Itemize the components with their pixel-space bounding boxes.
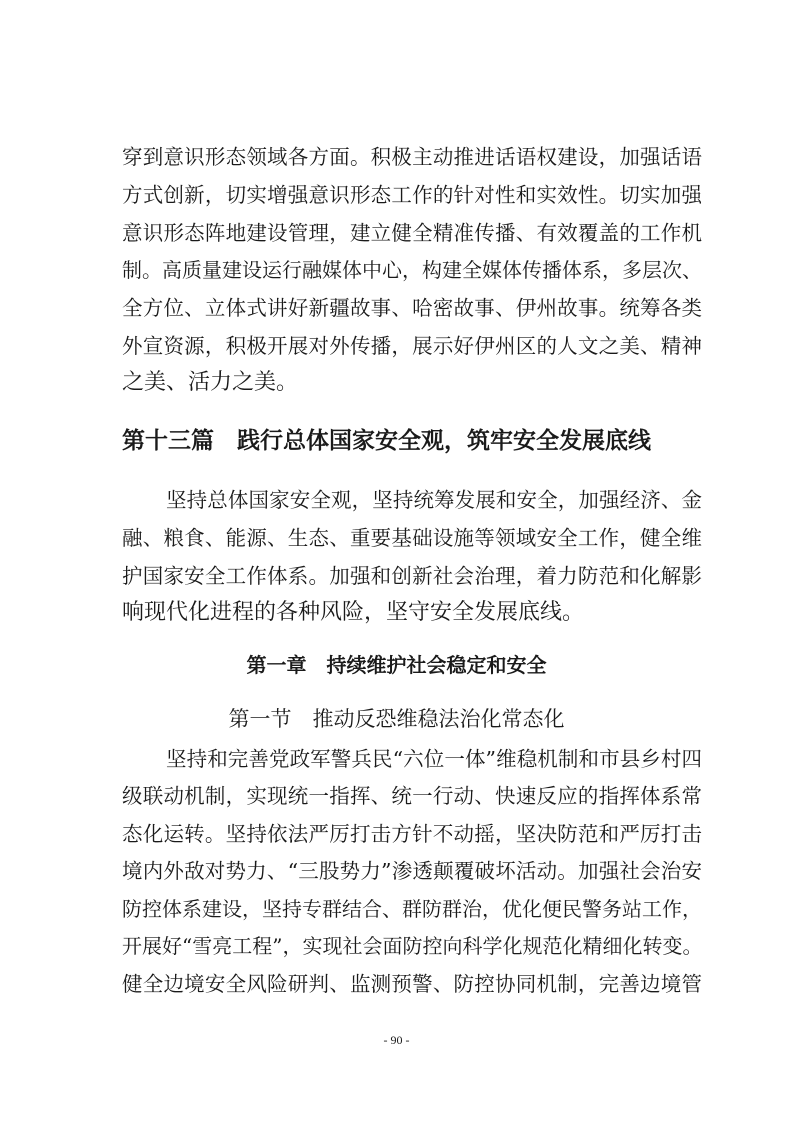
paragraph-line: 开展好“雪亮工程”，实现社会面防控向科学化规范化精细化转变。: [122, 934, 702, 958]
paragraph-line: 穿到意识形态领域各方面。积极主动推进话语权建设，加强话语: [122, 145, 702, 169]
paragraph-line: 全方位、立体式讲好新疆故事、哈密故事、伊州故事。统筹各类: [122, 296, 702, 320]
page-number: - 90 -: [383, 1033, 410, 1047]
paragraph-line: 外宣资源，积极开展对外传播，展示好伊州区的人文之美、精神: [122, 334, 702, 358]
paragraph-line: 之美、活力之美。: [122, 370, 299, 395]
paragraph-line: 坚持和完善党政军警兵民“六位一体”维稳机制和市县乡村四: [166, 747, 702, 771]
paragraph-line: 坚持总体国家安全观，坚持统筹发展和安全，加强经济、金: [166, 488, 702, 512]
part-heading: 第十三篇 践行总体国家安全观，筑牢安全发展底线: [122, 428, 651, 454]
paragraph-line: 融、粮食、能源、生态、重要基础设施等领域安全工作，健全维: [122, 526, 702, 550]
chapter-heading: 第一章 持续维护社会稳定和安全: [246, 653, 547, 677]
paragraph-line: 响现代化进程的各种风险，坚守安全发展底线。: [122, 600, 585, 625]
paragraph-line: 防控体系建设，坚持专群结合、群防群治，优化便民警务站工作，: [122, 897, 702, 921]
paragraph-line: 制。高质量建设运行融媒体中心，构建全媒体传播体系，多层次、: [122, 258, 702, 282]
paragraph-line: 方式创新，切实增强意识形态工作的针对性和实效性。切实加强: [122, 183, 702, 207]
paragraph-line: 态化运转。坚持依法严厉打击方针不动摇，坚决防范和严厉打击: [122, 822, 702, 846]
paragraph-line: 护国家安全工作体系。加强和创新社会治理，着力防范和化解影: [122, 564, 702, 588]
paragraph-line: 意识形态阵地建设管理，建立健全精准传播、有效覆盖的工作机: [122, 221, 702, 245]
paragraph-line: 境内外敌对势力、“三股势力”渗透颠覆破坏活动。加强社会治安: [122, 859, 702, 883]
paragraph-line: 级联动机制，实现统一指挥、统一行动、快速反应的指挥体系常: [122, 784, 702, 808]
section-heading: 第一节 推动反恐维稳法治化常态化: [228, 707, 565, 731]
paragraph-line: 健全边境安全风险研判、监测预警、防控协同机制，完善边境管: [122, 972, 702, 996]
